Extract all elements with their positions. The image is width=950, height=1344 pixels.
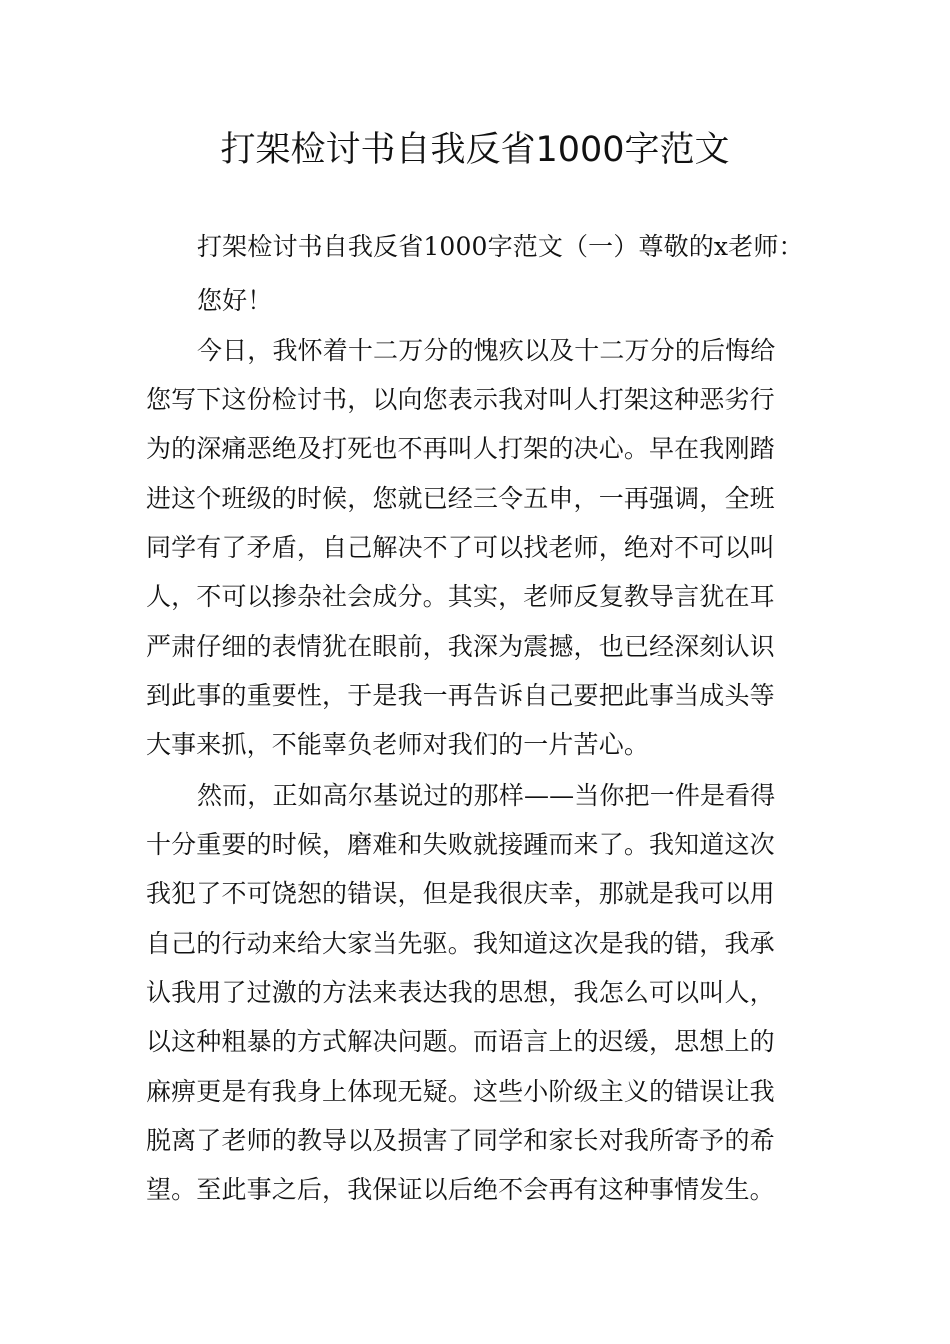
text-line-salutation: 打架检讨书自我反省1000字范文（一）尊敬的x老师： (197, 232, 804, 261)
text-line: 您写下这份检讨书，以向您表示我对叫人打架这种恶劣行 (146, 385, 775, 414)
text-line: 望。至此事之后，我保证以后绝不会再有这种事情发生。 (146, 1175, 775, 1204)
text-line: 脱离了老师的教导以及损害了同学和家长对我所寄予的希 (146, 1126, 775, 1155)
text-line: 然而，正如高尔基说过的那样——当你把一件是看得 (197, 781, 776, 810)
text-line: 为的深痛恶绝及打死也不再叫人打架的决心。早在我刚踏 (146, 434, 775, 463)
text-line: 大事来抓，不能辜负老师对我们的一片苦心。 (146, 730, 650, 759)
text-line: 自己的行动来给大家当先驱。我知道这次是我的错，我承 (146, 929, 775, 958)
text-line: 同学有了矛盾，自己解决不了可以找老师，绝对不可以叫 (146, 533, 775, 562)
document-title: 打架检讨书自我反省1000字范文 (220, 130, 730, 170)
text-line: 严肃仔细的表情犹在眼前，我深为震撼，也已经深刻认识 (146, 632, 775, 661)
text-line: 进这个班级的时候，您就已经三令五申，一再强调，全班 (146, 484, 775, 513)
text-line: 认我用了过激的方法来表达我的思想，我怎么可以叫人， (146, 978, 775, 1007)
text-line: 以这种粗暴的方式解决问题。而语言上的迟缓，思想上的 (146, 1027, 775, 1056)
text-line: 十分重要的时候，磨难和失败就接踵而来了。我知道这次 (146, 830, 775, 859)
text-line-greeting: 您好！ (197, 286, 273, 315)
text-line: 麻痹更是有我身上体现无疑。这些小阶级主义的错误让我 (146, 1077, 775, 1106)
text-line: 今日，我怀着十二万分的愧疚以及十二万分的后悔给 (197, 336, 776, 365)
text-line: 到此事的重要性，于是我一再告诉自己要把此事当成头等 (146, 681, 775, 710)
text-line: 我犯了不可饶恕的错误，但是我很庆幸，那就是我可以用 (146, 879, 775, 908)
text-line: 人，不可以掺杂社会成分。其实，老师反复教导言犹在耳 (146, 582, 775, 611)
